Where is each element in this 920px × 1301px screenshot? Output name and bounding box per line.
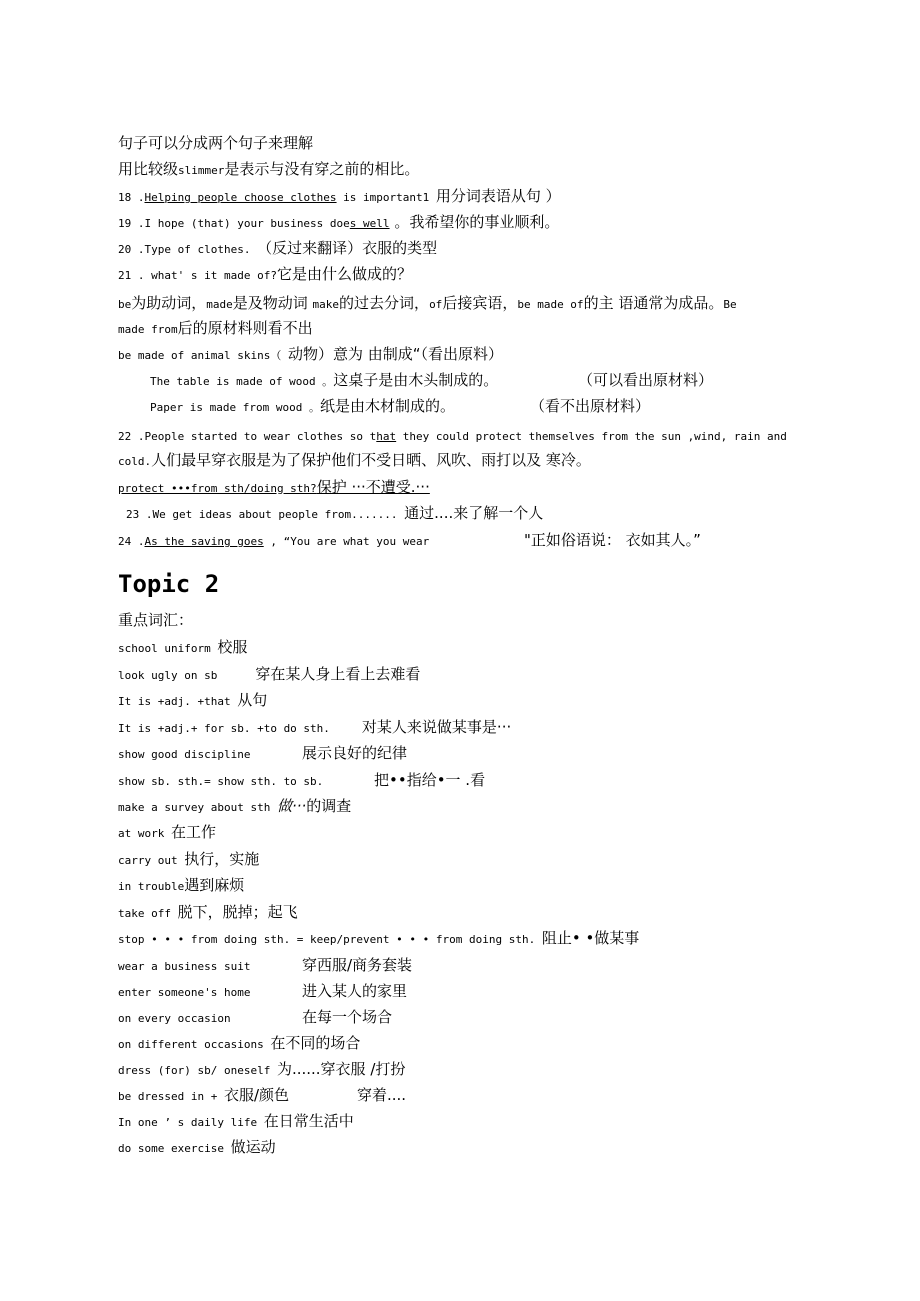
item-en: cold.: [118, 455, 152, 468]
vocab-item: [118, 823, 216, 842]
vocab-item-tail: [357, 1086, 406, 1104]
vocab-item: [118, 1060, 405, 1079]
note-en: of: [429, 298, 443, 311]
vocab-cn: 校服: [217, 638, 248, 656]
vocab-item: [118, 691, 267, 710]
vocab-en: carry out: [118, 854, 185, 867]
intro-text: 句子可以分成两个句子来理解: [118, 134, 314, 152]
vocab-item: [118, 903, 298, 922]
vocab-item: [118, 850, 259, 869]
note-cn: 的过去分词，: [339, 294, 430, 312]
protect-en: protect •••from sth/doing sth?: [118, 482, 317, 495]
example-wood: [150, 371, 498, 390]
note-en: made from: [118, 323, 178, 336]
item-cn: 。我希望你的事业顺利。: [389, 213, 560, 231]
vocab-item-cn: [302, 744, 407, 762]
vocab-en: wear a business suit: [118, 960, 251, 973]
example-cn: 这桌子是由木头制成的。: [333, 371, 499, 389]
made-of-line: [118, 345, 503, 364]
item-en: .We get ideas about people from.......: [139, 508, 405, 521]
vocab-en: show good discipline: [118, 748, 251, 761]
item-number: 18: [118, 191, 132, 204]
vocab-cn: 在每一个场合: [302, 1008, 393, 1026]
item-en-underlined: hat: [376, 430, 397, 443]
vocab-cn: 把••指给•一 .看: [374, 771, 486, 789]
vocab-item: [118, 1138, 276, 1157]
vocab-cn: 脱下，脱掉；起飞: [177, 903, 298, 921]
note-en: made: [206, 298, 233, 311]
protect-line: [118, 478, 430, 497]
item-cn: 它是由什么做成的？: [276, 265, 412, 283]
example-paper-note: [530, 397, 650, 415]
note-en: be: [118, 298, 132, 311]
vocab-item: [118, 1008, 231, 1027]
vocab-item: [118, 744, 250, 763]
vocab-cn: 在工作: [170, 823, 216, 841]
topic-heading: Topic 2: [118, 570, 220, 598]
vocab-item: [118, 1086, 289, 1105]
vocab-en: on every occasion: [118, 1012, 231, 1025]
vocab-item: [118, 929, 639, 948]
intro-text: 用比较级: [118, 160, 179, 178]
vocab-cn: 执行，实施: [184, 850, 260, 868]
item-en: .I hope (that) your business doe: [131, 217, 350, 230]
vocab-cn: 阻止• •做某事: [541, 929, 640, 947]
item-number: 22: [118, 430, 132, 443]
example-en: The table is made of wood 。: [150, 375, 334, 388]
vocab-en: in trouble: [118, 880, 185, 893]
item-number: 21: [118, 269, 132, 282]
vocab-en: It is +adj. +that: [118, 695, 238, 708]
item-en: . what' s it made of?: [131, 269, 277, 282]
item-en: .: [131, 191, 145, 204]
note-cn: 后接宾语，: [442, 294, 518, 312]
item-19: [118, 213, 559, 232]
vocab-en: be dressed in +: [118, 1090, 224, 1103]
item-cn: 通过....来了解一个人: [404, 504, 544, 522]
vocab-en: show sb. sth.= show sth. to sb.: [118, 775, 324, 788]
item-en-underlined: s well: [349, 217, 390, 230]
vocab-title: [118, 611, 193, 629]
example-en: Paper is made from wood 。: [150, 401, 320, 414]
note-cn: 为助动词，: [131, 294, 207, 312]
vocab-item-cn: [302, 982, 407, 1000]
item-23: [126, 504, 543, 523]
intro-en: slimmer: [178, 164, 225, 177]
vocab-item-cn: [302, 1008, 392, 1026]
item-24-cn: [524, 531, 701, 549]
vocab-en: enter someone's home: [118, 986, 251, 999]
vocab-item: [118, 1034, 360, 1053]
vocab-item: [118, 718, 511, 737]
be-note-line-2: [118, 319, 313, 338]
vocab-item-cn: [302, 956, 412, 974]
vocab-en: stop • • • from doing sth. = keep/prevent • • • from doing sth.: [118, 933, 542, 946]
vocab-cn: 进入某人的家里: [302, 982, 408, 1000]
vocab-cn: 对某人来说做某事是···: [361, 718, 512, 736]
note-cn: 后的原材料则看不出: [177, 319, 313, 337]
vocab-item: [118, 956, 250, 975]
vocab-cn: 在日常生活中: [263, 1112, 354, 1130]
vocab-en: make a survey about sth: [118, 801, 277, 814]
note-cn: 是及物动词: [232, 294, 313, 312]
vocab-item: [118, 665, 420, 684]
note-en: Be: [723, 298, 737, 311]
vocab-item: [118, 982, 250, 1001]
item-22-line-2: [118, 451, 591, 470]
item-24: 24 .As the saving goes , “You are what you wear: [118, 535, 430, 548]
example-wood-note: [578, 371, 713, 389]
example-paper: [150, 397, 455, 416]
vocab-item: [118, 797, 351, 816]
item-cn: "正如俗语说： 衣如其人。”: [524, 531, 701, 549]
vocab-cn: 遇到麻烦: [184, 876, 245, 894]
item-22-line-1: [118, 426, 787, 445]
item-18: [118, 187, 561, 206]
vocab-item: [118, 638, 247, 657]
intro-line-1: [118, 134, 313, 152]
vocab-cn: 从句: [237, 691, 268, 709]
vocab-cn: 衣服/颜色: [223, 1086, 290, 1104]
made-of-cn: 动物）意为 由制成“（看出原料）: [287, 345, 503, 363]
note-en: be made of: [517, 298, 584, 311]
vocab-title-text: 重点词汇：: [118, 611, 194, 629]
vocab-cn: 的调查: [306, 797, 352, 815]
vocab-item-cn: [374, 771, 485, 789]
vocab-en: take off: [118, 907, 178, 920]
item-en: they could protect themselves from the sun ,wind, rain and: [396, 430, 787, 443]
item-20: [118, 239, 437, 258]
example-note: （可以看出原材料）: [578, 371, 714, 389]
item-en: .People started to wear clothes so t: [131, 430, 377, 443]
vocab-en: on different occasions: [118, 1038, 271, 1051]
vocab-cn: 穿在某人身上看上去难看: [255, 665, 421, 683]
made-of-en: be made of animal skins（: [118, 349, 288, 362]
vocab-cn: 穿西服/商务套装: [302, 956, 413, 974]
vocab-item: [118, 1112, 354, 1131]
note-en: make: [312, 298, 340, 311]
vocab-en: look ugly on sb: [118, 669, 218, 682]
vocab-cn: 展示良好的纪律: [302, 744, 408, 762]
vocab-en: school uniform: [118, 642, 218, 655]
intro-text: 是表示与没有穿之前的相比。: [224, 160, 420, 178]
item-number: 23: [126, 508, 140, 521]
note-cn: 的主 语通常为成品。: [583, 294, 724, 312]
item-en: is important1: [336, 191, 436, 204]
vocab-en: dress (for) sb/ oneself: [118, 1064, 277, 1077]
item-number: 20: [118, 243, 132, 256]
vocab-item: [118, 771, 323, 790]
item-cn: 人们最早穿衣服是为了保护他们不受日晒、风吹、雨打以及 寒冷。: [151, 451, 591, 469]
vocab-en: do some exercise: [118, 1142, 231, 1155]
vocab-cn: 做···: [276, 797, 307, 815]
vocab-en: In one ’ s daily life: [118, 1116, 264, 1129]
item-en: .Type of clothes.: [131, 243, 258, 256]
vocab-cn: 在不同的场合: [270, 1034, 361, 1052]
vocab-cn: 做运动: [230, 1138, 276, 1156]
item-en-underlined: As the saving goes: [144, 535, 264, 548]
item-number: 24: [118, 535, 132, 548]
protect-cn: 保护 ···不遭受.···: [316, 478, 430, 496]
vocab-cn: 为......穿衣服 /打扮: [276, 1060, 406, 1078]
item-cn: 用分词表语从句 ）: [435, 187, 561, 205]
example-note: （看不出原材料）: [530, 397, 651, 415]
item-en: , “You are what you wear: [263, 535, 430, 548]
vocab-cn: 穿着....: [357, 1086, 407, 1104]
vocab-item: [118, 876, 244, 895]
vocab-en: It is +adj.+ for sb. +to do sth.: [118, 722, 330, 735]
be-note-line-1: [118, 294, 737, 313]
item-21: [118, 265, 412, 284]
example-cn: 纸是由木材制成的。: [319, 397, 455, 415]
vocab-en: at work: [118, 827, 171, 840]
intro-line-2: [118, 160, 419, 179]
item-cn: （反过来翻译）衣服的类型: [257, 239, 438, 257]
item-en-underlined: Helping people choose clothes: [144, 191, 337, 204]
item-number: 19: [118, 217, 132, 230]
